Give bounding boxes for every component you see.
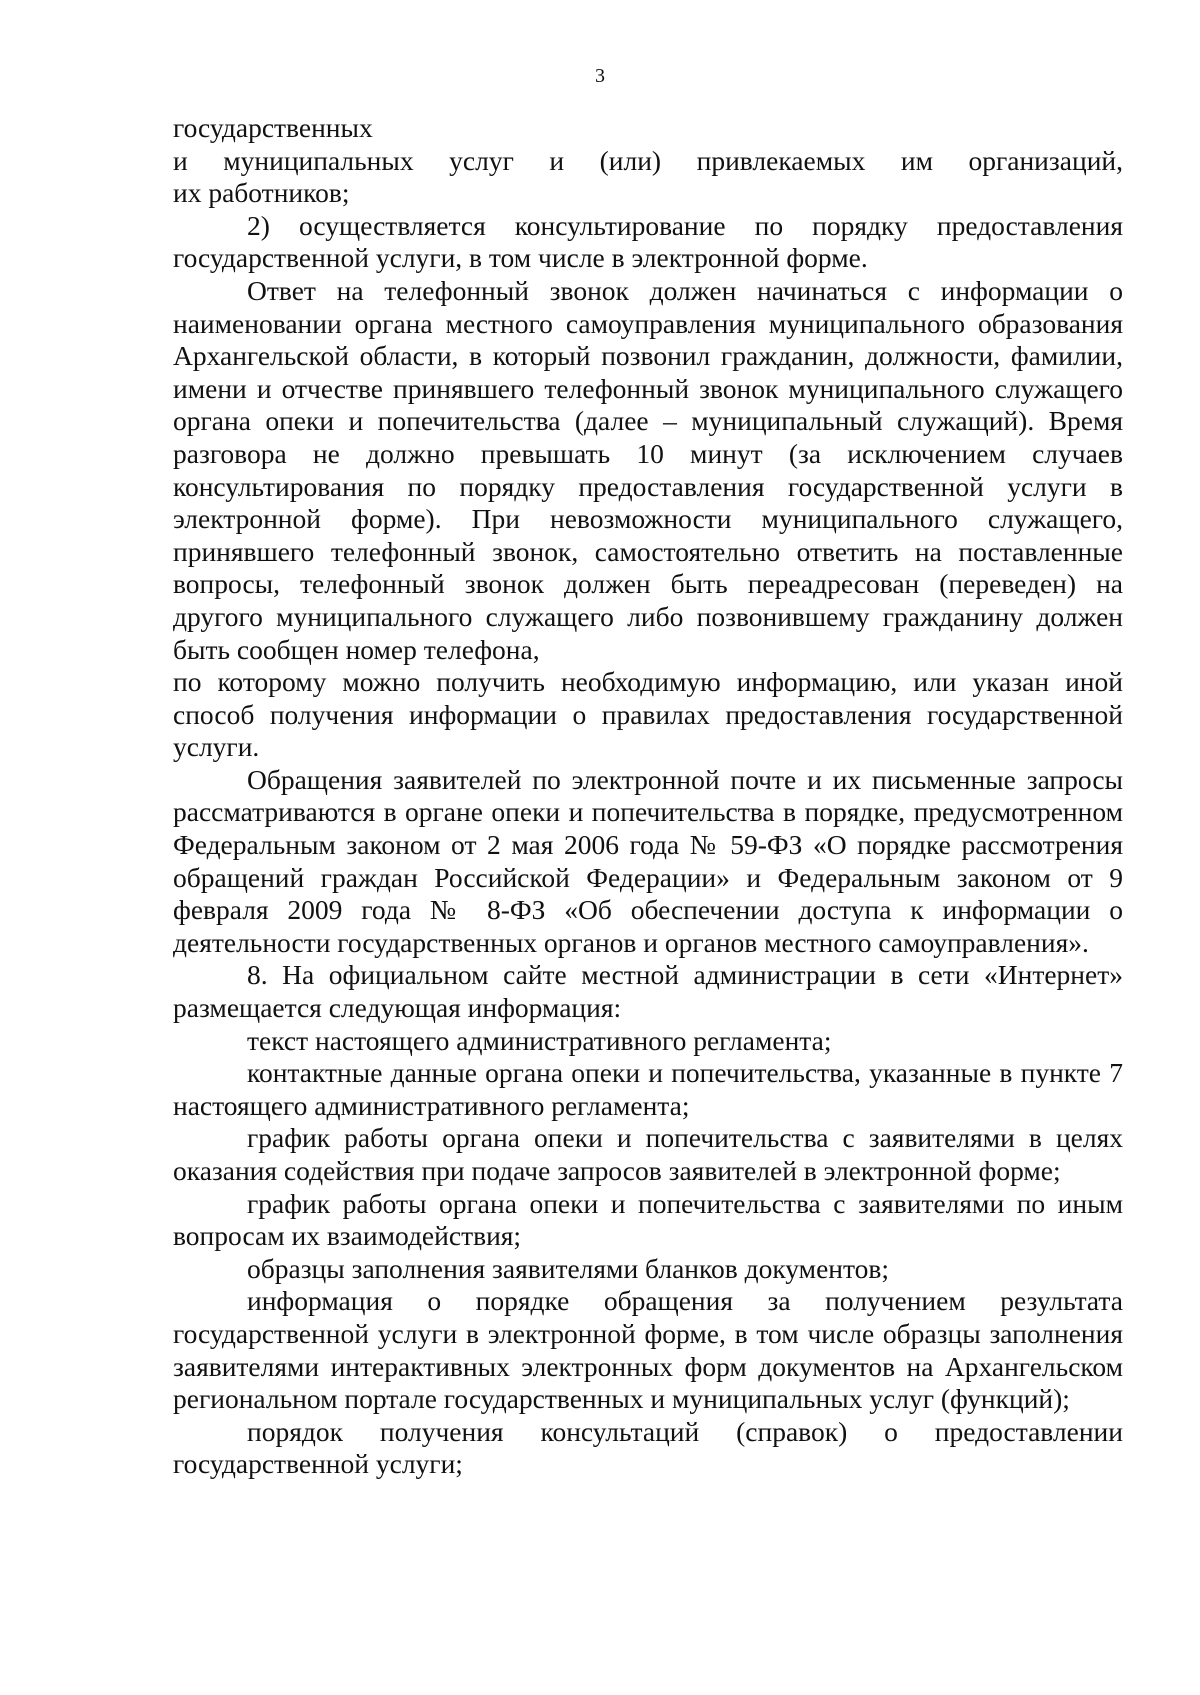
text-line: и муниципальных услуг и (или) привлекаемых им организаций,: [173, 144, 1123, 176]
list-item: образцы заполнения заявителями бланков документов;: [247, 1252, 890, 1284]
list-item: текст настоящего административного регламента;: [247, 1024, 832, 1056]
list-item: график работы органа опеки и попечительства с заявителями в целях оказания содействия при подаче запросов заявителей в электронной форме;: [173, 1122, 1123, 1186]
list-item: график работы органа опеки и попечительства с заявителями по иным вопросам их взаимодействия;: [173, 1187, 1123, 1252]
paragraph-website-info: 8. На официальном сайте местной администрации в сети «Интернет» размещается следующая информация:: [173, 959, 1123, 1024]
list-item: порядок получения консультаций (справок) о предоставлении государственной услуги;: [173, 1415, 1123, 1480]
paragraph-phone-continuation: по которому можно получить необходимую информацию, или указан иной способ получения информации о правилах предоставления государственной услуги.: [173, 666, 1123, 763]
text-line: их работников;: [173, 177, 350, 209]
text-line: государственных: [173, 112, 373, 143]
list-item: контактные данные органа опеки и попечительства, указанные в пункте 7 настоящего административного регламента;: [173, 1057, 1123, 1121]
document-body: [173, 112, 1123, 1481]
paragraph-written-requests: Обращения заявителей по электронной почте и их письменные запросы рассматриваются в органе опеки и попечительства в порядке, предусмотренном Федеральным законом от 2 мая 2006 года № 59-ФЗ «О порядке рассмотрения обращений граждан Российской Федерации» и Федеральным законом от 9 февраля 2009 года № 8-ФЗ «Об обеспечении доступа к информации о деятельности государственных органов и органов местного самоуправления».: [173, 763, 1123, 958]
paragraph-consulting: 2) осуществляется консультирование по порядку предоставления государственной услуги, в том числе в электронной форме.: [173, 209, 1123, 274]
opening-fragment: [173, 112, 1123, 210]
paragraph-phone-call: Ответ на телефонный звонок должен начинаться с информации о наименовании органа местного самоуправления муниципального образования Архангельской области, в который позвонил гражданин, должности, фамилии, имени и отчестве принявшего телефонный звонок муниципального служащего органа опеки и попечительства (далее – муниципальный служащий). Время разговора не должно превышать 10 минут (за исключением случаев консультирования по порядку предоставления государственной услуги в электронной форме). При невозможности муниципального служащего, принявшего телефонный звонок, самостоятельно ответить на поставленные вопросы, телефонный звонок должен быть переадресован (переведен) на другого муниципального служащего либо позвонившему гражданину должен быть сообщен номер телефона,: [173, 274, 1123, 665]
list-item: информация о порядке обращения за получением результата государственной услуги в электронной форме, в том числе образцы заполнения заявителями интерактивных электронных форм документов на Архангельском региональном портале государственных и муниципальных услуг (функций);: [173, 1285, 1123, 1415]
page-number: 3: [595, 65, 605, 87]
